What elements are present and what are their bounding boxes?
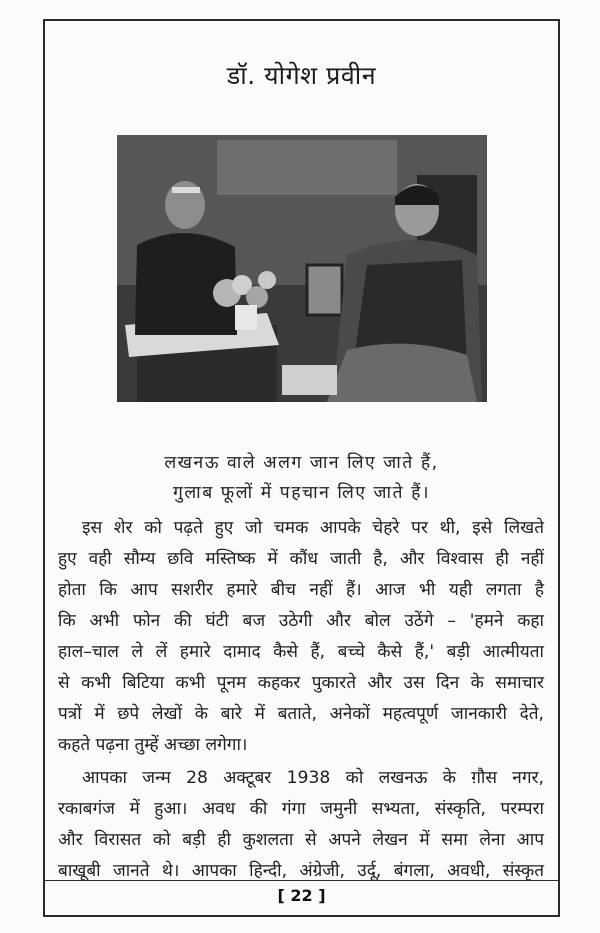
- portrait-photo: [117, 135, 487, 402]
- text-line: और विरासत को बड़ी ही कुशलता से अपने लेखन में समा लेना आप: [58, 830, 544, 850]
- text-line: बाखूबी जानते थे। आपका हिन्दी, अंग्रेजी, उर्दू, बंगला, अवधी, संस्कृत: [58, 861, 544, 881]
- text-line: हाल–चाल ले लें हमारे दामाद कैसे हैं, बच्चे कैसे हैं,' बड़ी आत्मीयता: [58, 642, 544, 662]
- text-line: रकाबगंज में हुआ। अवध की गंगा जमुनी सभ्यता, संस्कृति, परम्परा: [58, 799, 544, 819]
- text-line: होता कि आप सशरीर हमारे बीच नहीं हैं। आज भी यही लगता है: [58, 580, 544, 600]
- page-title: डॉ. योगेश प्रवीन: [226, 61, 377, 90]
- paragraph: [58, 763, 544, 887]
- text-line: आपका जन्म 28 अक्टूबर 1938 को लखनऊ के ग़ौस नगर,: [82, 768, 544, 788]
- text-line: इस शेर को पढ़ते हुए जो चमक आपके चेहरे पर थी, इसे लिखते: [82, 518, 544, 538]
- text-line: पत्रों में छपे लेखों के बारे में बताते, अनेकों महत्वपूर्ण जानकारी देते,: [58, 704, 544, 724]
- couplet-line: गुलाब फूलों में पहचान लिए जाते हैं।: [172, 483, 431, 503]
- paragraph: [58, 513, 544, 761]
- text-line: कि अभी फोन की घंटी बज उठेगी और बोल उठेंगे – 'हमने कहा: [58, 611, 544, 631]
- text-line: कहते पढ़ना तुम्हें अच्छा लगेगा।: [58, 735, 248, 755]
- page-number: [ 22 ]: [277, 886, 326, 905]
- footer-divider: [43, 880, 560, 881]
- couplet-line: लखनऊ वाले अलग जान लिए जाते हैं,: [164, 453, 439, 473]
- text-line: हुए वही सौम्य छवि मस्तिष्क में कौंध जाती है, और विश्वास ही नहीं: [58, 549, 544, 569]
- text-line: से कभी बिटिया कभी पूनम कहकर पुकारते और उस दिन के समाचार: [58, 673, 544, 693]
